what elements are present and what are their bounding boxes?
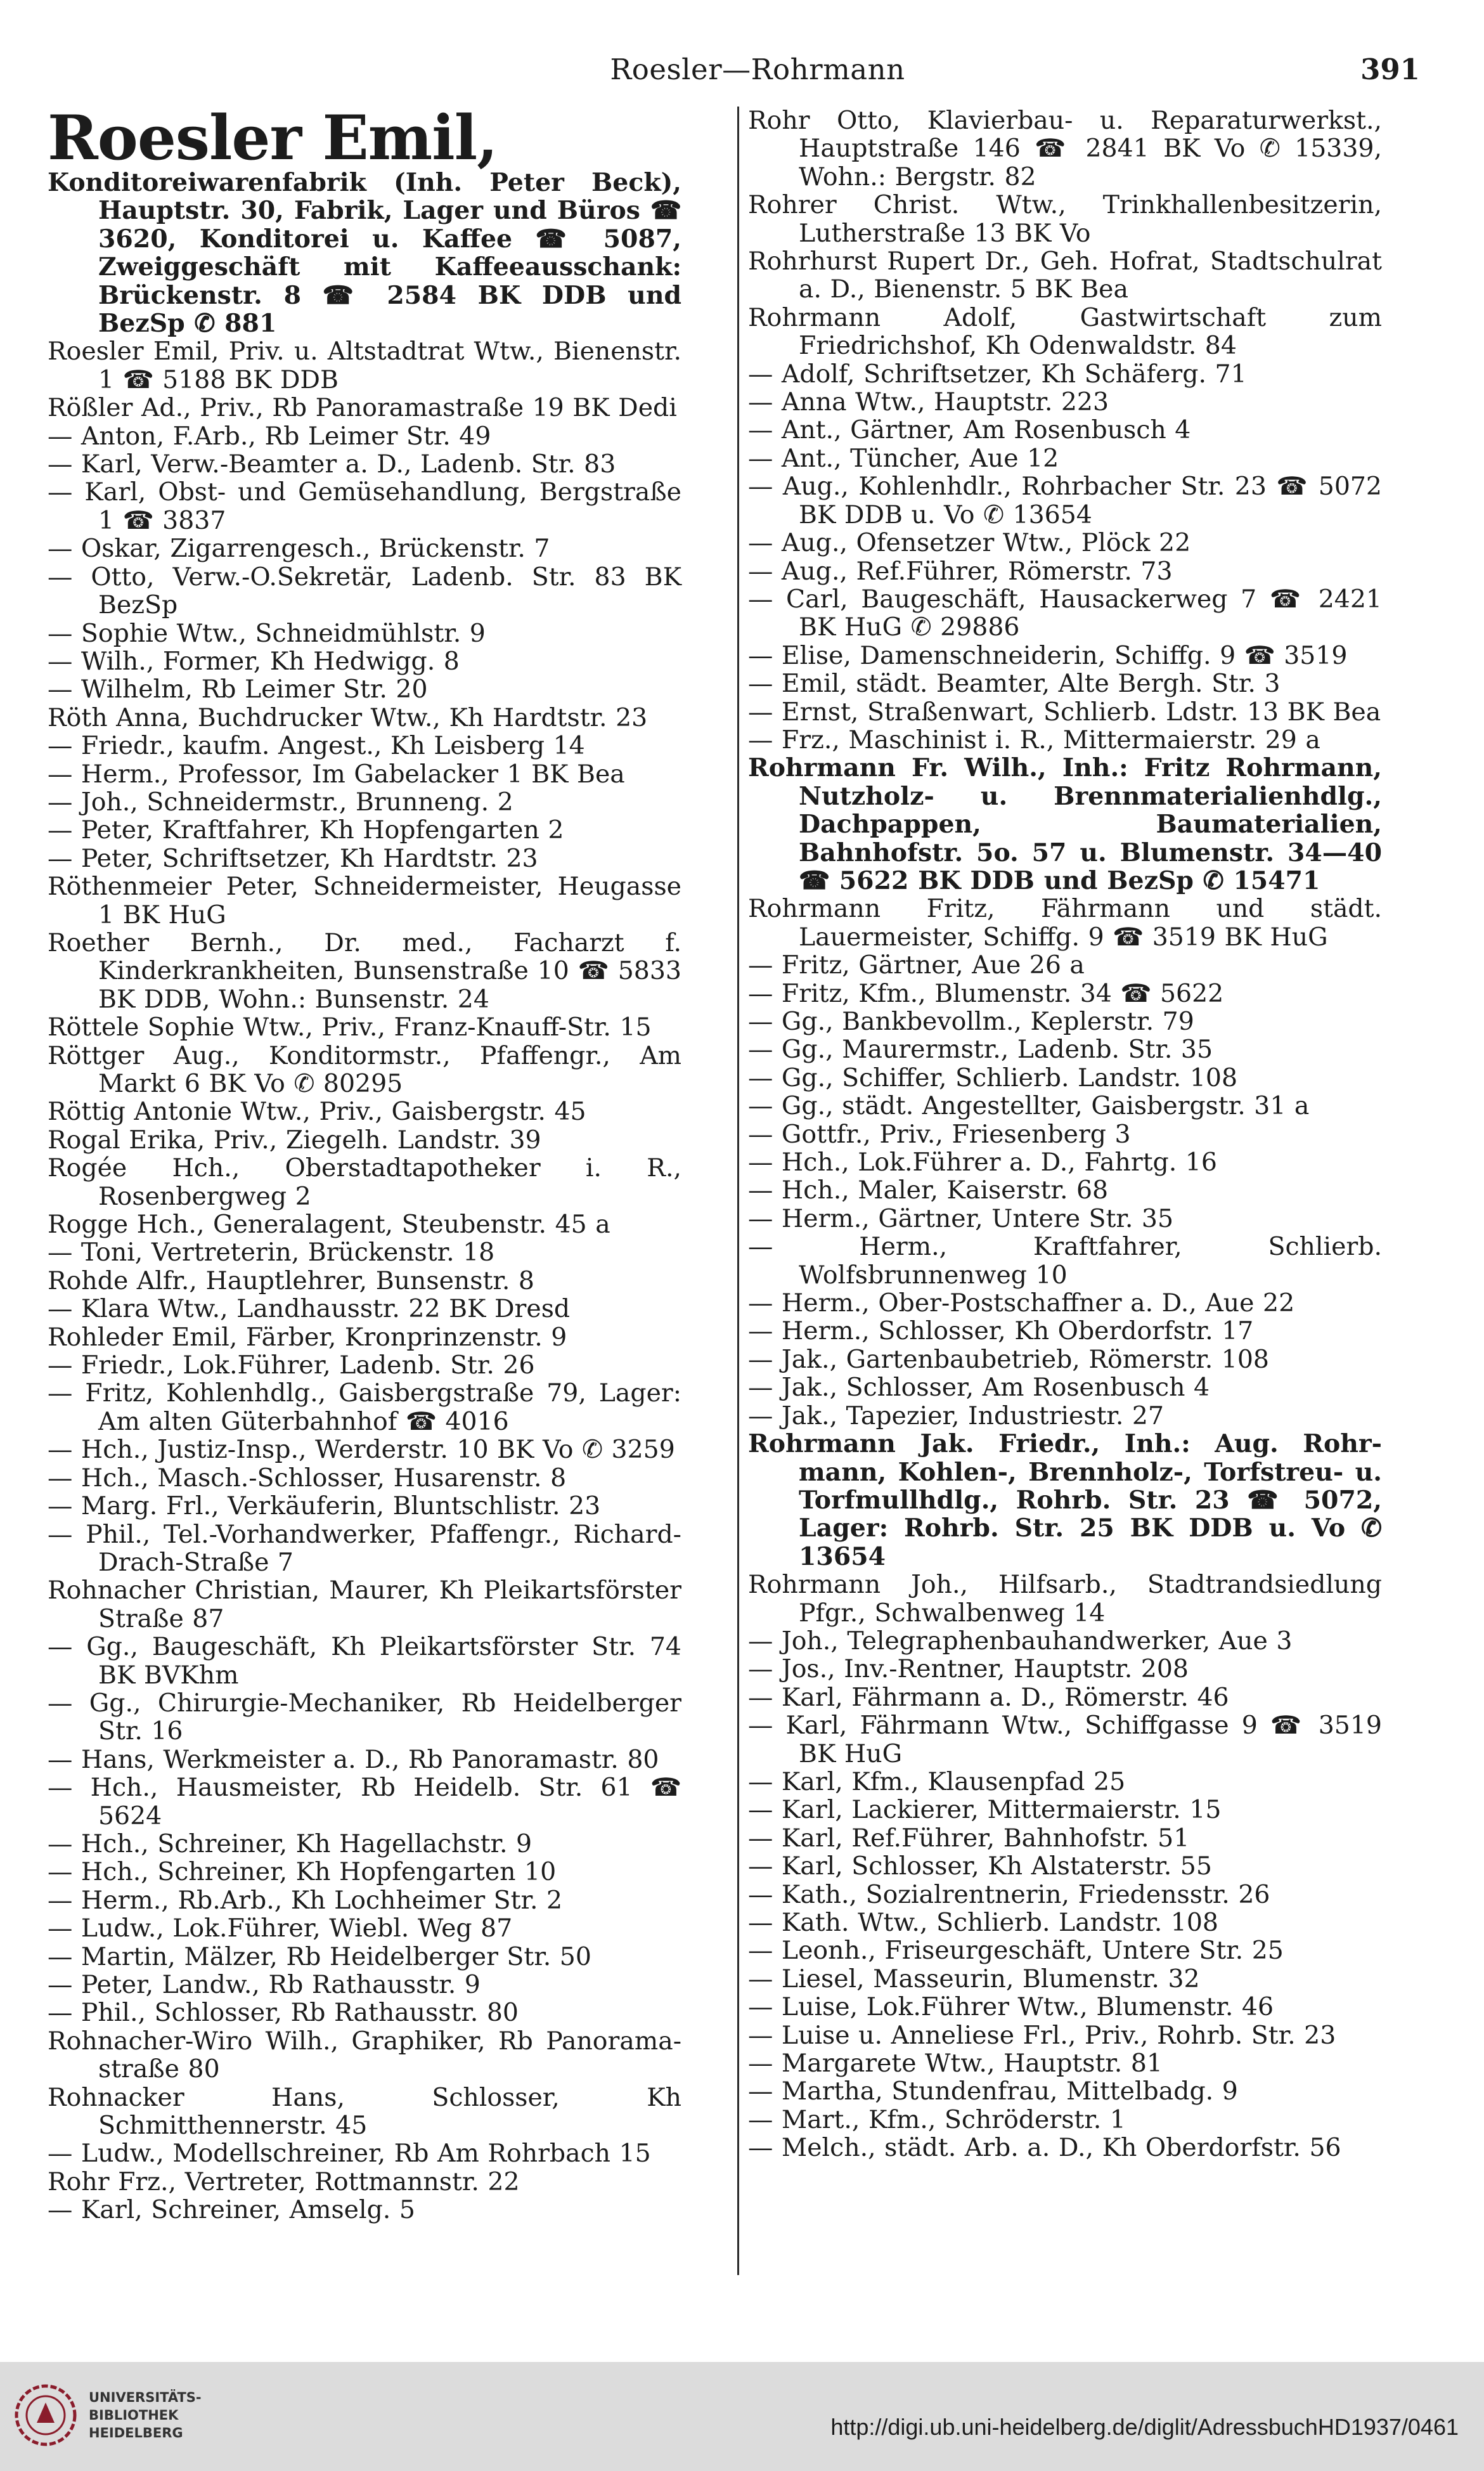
directory-entry: — Klara Wtw., Landhausstr. 22 BK Dresd: [48, 1294, 571, 1324]
directory-entry: — Herm., Schlosser, Kh Oberdorfstr. 17: [748, 1316, 1254, 1346]
directory-entry: — Fritz, Kfm., Blumenstr. 34 ☎ 5622: [748, 978, 1224, 1008]
directory-entry: — Peter, Schriftsetzer, Kh Hardtstr. 23: [48, 843, 538, 873]
directory-entry: — Jak., Gartenbaubetrieb, Römerstr. 108: [748, 1344, 1269, 1374]
left-column: [48, 102, 681, 2225]
directory-entry: — Kath. Wtw., Schlierb. Landstr. 108: [748, 1908, 1218, 1937]
directory-entry: — Gg., Chirurgie-Mechaniker, Rb Heidelberger Str. 16: [48, 1688, 681, 1746]
directory-entry: — Emil, städt. Beamter, Alte Bergh. Str. 3: [748, 669, 1281, 699]
directory-entry: — Leonh., Friseurgeschäft, Untere Str. 25: [748, 1936, 1284, 1966]
directory-entry: — Herm., Kraftfahrer, Schlierb. Wolfsbrunnenweg 10: [748, 1232, 1382, 1290]
directory-entry: — Karl, Lackierer, Mittermaierstr. 15: [748, 1795, 1222, 1825]
directory-entry: Rogal Erika, Priv., Ziegelh. Landstr. 39: [48, 1125, 541, 1155]
directory-entry: — Phil., Tel.-Vorhandwerker, Pfaffengr., Richard-Drach-Straße 7: [48, 1519, 681, 1577]
directory-entry: — Herm., Ober-Postschaffner a. D., Aue 22: [748, 1288, 1295, 1318]
directory-entry: — Jos., Inv.-Rentner, Hauptstr. 208: [748, 1654, 1189, 1684]
directory-entry: — Wilhelm, Rb Leimer Str. 20: [48, 675, 428, 704]
directory-entry: — Peter, Kraftfahrer, Kh Hopfengarten 2: [48, 815, 564, 845]
directory-entry: — Herm., Gärtner, Untere Str. 35: [748, 1203, 1174, 1233]
directory-entry: — Elise, Damenschneiderin, Schiffg. 9 ☎ 3519: [748, 640, 1348, 670]
directory-entry: Rohnacher Christian, Maurer, Kh Pleikartsförster Straße 87: [48, 1576, 681, 1633]
directory-entry: — Martin, Mälzer, Rb Heidelberger Str. 50: [48, 1942, 591, 1971]
entry-headline-name: Roesler Emil,: [48, 102, 498, 174]
directory-entry: — Karl, Kfm., Klausenpfad 25: [748, 1767, 1126, 1796]
university-library-seal-icon: [14, 2383, 77, 2447]
directory-entry: — Karl, Schlosser, Kh Alstaterstr. 55: [748, 1852, 1212, 1881]
directory-entry: — Liesel, Masseurin, Blumenstr. 32: [748, 1964, 1200, 1994]
directory-entry: — Kath., Sozialrentnerin, Friedensstr. 26: [748, 1879, 1270, 1909]
directory-entry: — Peter, Landw., Rb Rathausstr. 9: [48, 1970, 481, 1999]
directory-entry: — Phil., Schlosser, Rb Rathausstr. 80: [48, 1998, 519, 2028]
directory-entry: — Jak., Tapezier, Industriestr. 27: [748, 1401, 1165, 1430]
directory-entry: Rohrmann Fr. Wilh., Inh.: Fritz Rohrmann, Nutzholz- u. Brennmaterialienhdlg., Dachpappen, Baumaterialien, Bahnhofstr. 5o. 57 u. Blumenstr. 34—40 ☎ 5622 BK DDB und BezSp ✆ 15471: [748, 753, 1382, 895]
directory-entry: Röth Anna, Buchdrucker Wtw., Kh Hardtstr. 23: [48, 703, 648, 732]
directory-entry: — Oskar, Zigarrengesch., Brückenstr. 7: [48, 534, 550, 564]
running-head: Roesler—Rohrmann: [610, 53, 905, 86]
directory-entry: Rohrmann Adolf, Gastwirtschaft zum Friedrichshof, Kh Odenwaldstr. 84: [748, 302, 1382, 361]
directory-entry: — Karl, Obst- und Gemüsehandlung, Bergstraße 1 ☎ 3837: [48, 477, 681, 535]
directory-entry: Rohde Alfr., Hauptlehrer, Bunsenstr. 8: [48, 1266, 534, 1295]
directory-entry: — Hch., Maler, Kaiserstr. 68: [748, 1176, 1109, 1205]
directory-entry: — Mart., Kfm., Schröderstr. 1: [748, 2105, 1126, 2134]
directory-entry: — Gg., städt. Angestellter, Gaisbergstr. 31 a: [748, 1091, 1310, 1121]
directory-entry: — Karl, Verw.-Beamter a. D., Ladenb. Str. 83: [48, 450, 616, 479]
source-url-link[interactable]: http://digi.ub.uni-heidelberg.de/diglit/AdressbuchHD1937/0461: [830, 2414, 1459, 2440]
directory-entry: — Hans, Werkmeister a. D., Rb Panoramastr. 80: [48, 1744, 659, 1774]
directory-entry: — Aug., Ofensetzer Wtw., Plöck 22: [748, 528, 1191, 558]
directory-entry: Rohrmann Joh., Hilfsarb., Stadtrandsiedlung Pfgr., Schwalbenweg 14: [748, 1570, 1382, 1628]
directory-entry: — Toni, Vertreterin, Brückenstr. 18: [48, 1238, 495, 1268]
directory-entry: — Friedr., Lok.Führer, Ladenb. Str. 26: [48, 1351, 535, 1380]
page-header: [95, 48, 1420, 92]
directory-entry: — Fritz, Gärtner, Aue 26 a: [748, 950, 1085, 980]
directory-entry: Rohrmann Fritz, Fährmann und städt. Lauermeister, Schiffg. 9 ☎ 3519 BK HuG: [748, 894, 1382, 952]
directory-entry: — Adolf, Schriftsetzer, Kh Schäferg. 71: [748, 359, 1247, 389]
directory-entry: — Karl, Fährmann Wtw., Schiffgasse 9 ☎ 3519 BK HuG: [748, 1711, 1382, 1768]
directory-entry: Röthenmeier Peter, Schneidermeister, Heugasse 1 BK HuG: [48, 872, 681, 930]
directory-entry: — Hch., Masch.-Schlosser, Husarenstr. 8: [48, 1463, 567, 1493]
directory-entry: — Gg., Bankbevollm., Keplerstr. 79: [748, 1007, 1194, 1036]
directory-entry: — Ludw., Modellschreiner, Rb Am Rohrbach 15: [48, 2139, 651, 2169]
directory-entry: Rogée Hch., Oberstadtapotheker i. R., Rosenbergweg 2: [48, 1153, 681, 1211]
directory-entry: — Hch., Justiz-Insp., Werderstr. 10 BK Vo ✆ 3259: [48, 1435, 675, 1465]
directory-entry: Rohnacker Hans, Schlosser, Kh Schmitthennerstr. 45: [48, 2082, 681, 2141]
directory-entry: Roether Bernh., Dr. med., Facharzt f. Kinderkrankheiten, Bunsenstraße 10 ☎ 5833 BK DDB, Wohn.: Bunsenstr. 24: [48, 928, 681, 1014]
directory-entry: Röttger Aug., Konditormstr., Pfaffengr., Am Markt 6 BK Vo ✆ 80295: [48, 1041, 681, 1098]
entry-text: Konditoreiwarenfabrik (Inh. Peter Beck), Hauptstr. 30, Fabrik, Lager und Büros ☎ 3620, Konditorei u. Kaffee ☎ 5087, Zweiggeschäft mit Kaffeeausschank: Brückenstr. 8 ☎ 2584 BK DDB und BezSp ✆ 881: [48, 168, 681, 339]
directory-entry: Rohr Frz., Vertreter, Rottmannstr. 22: [48, 2167, 520, 2196]
directory-entry: — Hch., Schreiner, Kh Hopfengarten 10: [48, 1857, 557, 1887]
right-column: [748, 107, 1382, 2162]
directory-entry: — Frz., Maschinist i. R., Mittermaierstr. 29 a: [748, 725, 1320, 755]
directory-entry: — Aug., Kohlenhdlr., Rohrbacher Str. 23 ☎ 5072 BK DDB u. Vo ✆ 13654: [748, 472, 1382, 529]
directory-entry: — Carl, Baugeschäft, Hausackerweg 7 ☎ 2421 BK HuG ✆ 29886: [748, 584, 1382, 642]
directory-entry: — Joh., Telegraphenbauhandwerker, Aue 3: [748, 1626, 1293, 1656]
directory-entry: [48, 102, 681, 339]
directory-entry: — Joh., Schneidermstr., Brunneng. 2: [48, 787, 513, 817]
directory-entry: Rößler Ad., Priv., Rb Panoramastraße 19 BK Dedi: [48, 393, 677, 423]
directory-entry: — Anna Wtw., Hauptstr. 223: [748, 387, 1109, 417]
directory-entry: — Melch., städt. Arb. a. D., Kh Oberdorfstr. 56: [748, 2133, 1341, 2163]
directory-entry: — Karl, Fährmann a. D., Römerstr. 46: [748, 1682, 1229, 1712]
directory-entry: Rohrmann Jak. Friedr., Inh.: Aug. Rohrmann, Kohlen-, Brennholz-, Torfstreu- u. Torfmullhdlg., Rohrb. Str. 23 ☎ 5072, Lager: Rohrb. Str. 25 BK DDB u. Vo ✆ 13654: [748, 1429, 1382, 1571]
directory-entry: — Gg., Schiffer, Schlierb. Landstr. 108: [748, 1063, 1238, 1093]
directory-entry: — Herm., Professor, Im Gabelacker 1 BK Bea: [48, 759, 625, 789]
page-footer: [0, 2362, 1484, 2471]
directory-entry: — Karl, Schreiner, Amselg. 5: [48, 2195, 415, 2225]
directory-entry: Rohrer Christ. Wtw., Trinkhallenbesitzerin, Lutherstraße 13 BK Vo: [748, 190, 1382, 248]
directory-entry: — Fritz, Kohlenhdlg., Gaisbergstraße 79, Lager: Am alten Güterbahnhof ☎ 4016: [48, 1378, 681, 1436]
directory-entry: Rohnacher-Wiro Wilh., Graphiker, Rb Panoramastraße 80: [48, 2026, 681, 2084]
directory-entry: Roesler Emil, Priv. u. Altstadtrat Wtw., Bienenstr. 1 ☎ 5188 BK DDB: [48, 337, 681, 394]
directory-entry: — Gg., Maurermstr., Ladenb. Str. 35: [748, 1035, 1213, 1065]
directory-entry: — Hch., Schreiner, Kh Hagellachstr. 9: [48, 1829, 532, 1858]
directory-entry: Rohleder Emil, Färber, Kronprinzenstr. 9: [48, 1322, 567, 1352]
directory-entry: — Luise u. Anneliese Frl., Priv., Rohrb. Str. 23: [748, 2020, 1336, 2050]
directory-entry: Röttele Sophie Wtw., Priv., Franz-Knauff-Str. 15: [48, 1013, 652, 1042]
directory-entry: — Sophie Wtw., Schneidmühlstr. 9: [48, 618, 486, 648]
directory-entry: — Anton, F.Arb., Rb Leimer Str. 49: [48, 421, 491, 451]
directory-entry: — Ludw., Lok.Führer, Wiebl. Weg 87: [48, 1914, 513, 1943]
column-divider: [737, 107, 739, 2275]
directory-entry: — Wilh., Former, Kh Hedwigg. 8: [48, 646, 460, 676]
directory-entry: — Gottfr., Priv., Friesenberg 3: [748, 1119, 1131, 1149]
library-name: UNIVERSITÄTS- BIBLIOTHEK HEIDELBERG: [89, 2390, 202, 2441]
directory-entry: — Ant., Gärtner, Am Rosenbusch 4: [748, 415, 1191, 445]
directory-entry: Röttig Antonie Wtw., Priv., Gaisbergstr. 45: [48, 1097, 586, 1127]
directory-entry: — Luise, Lok.Führer Wtw., Blumenstr. 46: [748, 1992, 1274, 2022]
directory-entry: — Ant., Tüncher, Aue 12: [748, 443, 1059, 473]
directory-entry: — Herm., Rb.Arb., Kh Lochheimer Str. 2: [48, 1885, 563, 1915]
directory-entry: — Ernst, Straßenwart, Schlierb. Ldstr. 13 BK Bea: [748, 697, 1381, 727]
directory-entry: — Marg. Frl., Verkäuferin, Bluntschlistr. 23: [48, 1491, 601, 1521]
directory-entry: — Karl, Ref.Führer, Bahnhofstr. 51: [748, 1823, 1190, 1853]
directory-entry: — Friedr., kaufm. Angest., Kh Leisberg 14: [48, 731, 585, 761]
directory-entry: — Gg., Baugeschäft, Kh Pleikartsförster Str. 74 BK BVKhm: [48, 1632, 681, 1690]
directory-entry: — Jak., Schlosser, Am Rosenbusch 4: [748, 1373, 1210, 1403]
directory-entry: Rohr Otto, Klavierbau- u. Reparaturwerkst., Hauptstraße 146 ☎ 2841 BK Vo ✆ 15339, Wohn.: Bergstr. 82: [748, 106, 1382, 191]
directory-entry: — Hch., Lok.Führer a. D., Fahrtg. 16: [748, 1148, 1217, 1177]
directory-entry: Rogge Hch., Generalagent, Steubenstr. 45 a: [48, 1210, 610, 1240]
directory-entry: Rohrhurst Rupert Dr., Geh. Hofrat, Stadtschulrat a. D., Bienenstr. 5 BK Bea: [748, 247, 1382, 304]
page-number: 391: [1360, 53, 1420, 86]
directory-entry: — Margarete Wtw., Hauptstr. 81: [748, 2049, 1163, 2079]
directory-entry: — Martha, Stundenfrau, Mittelbadg. 9: [748, 2077, 1238, 2106]
directory-entry: — Otto, Verw.-O.Sekretär, Ladenb. Str. 83 BK BezSp: [48, 562, 681, 620]
directory-entry: — Hch., Hausmeister, Rb Heidelb. Str. 61 ☎ 5624: [48, 1773, 681, 1831]
directory-entry: — Aug., Ref.Führer, Römerstr. 73: [748, 556, 1173, 586]
